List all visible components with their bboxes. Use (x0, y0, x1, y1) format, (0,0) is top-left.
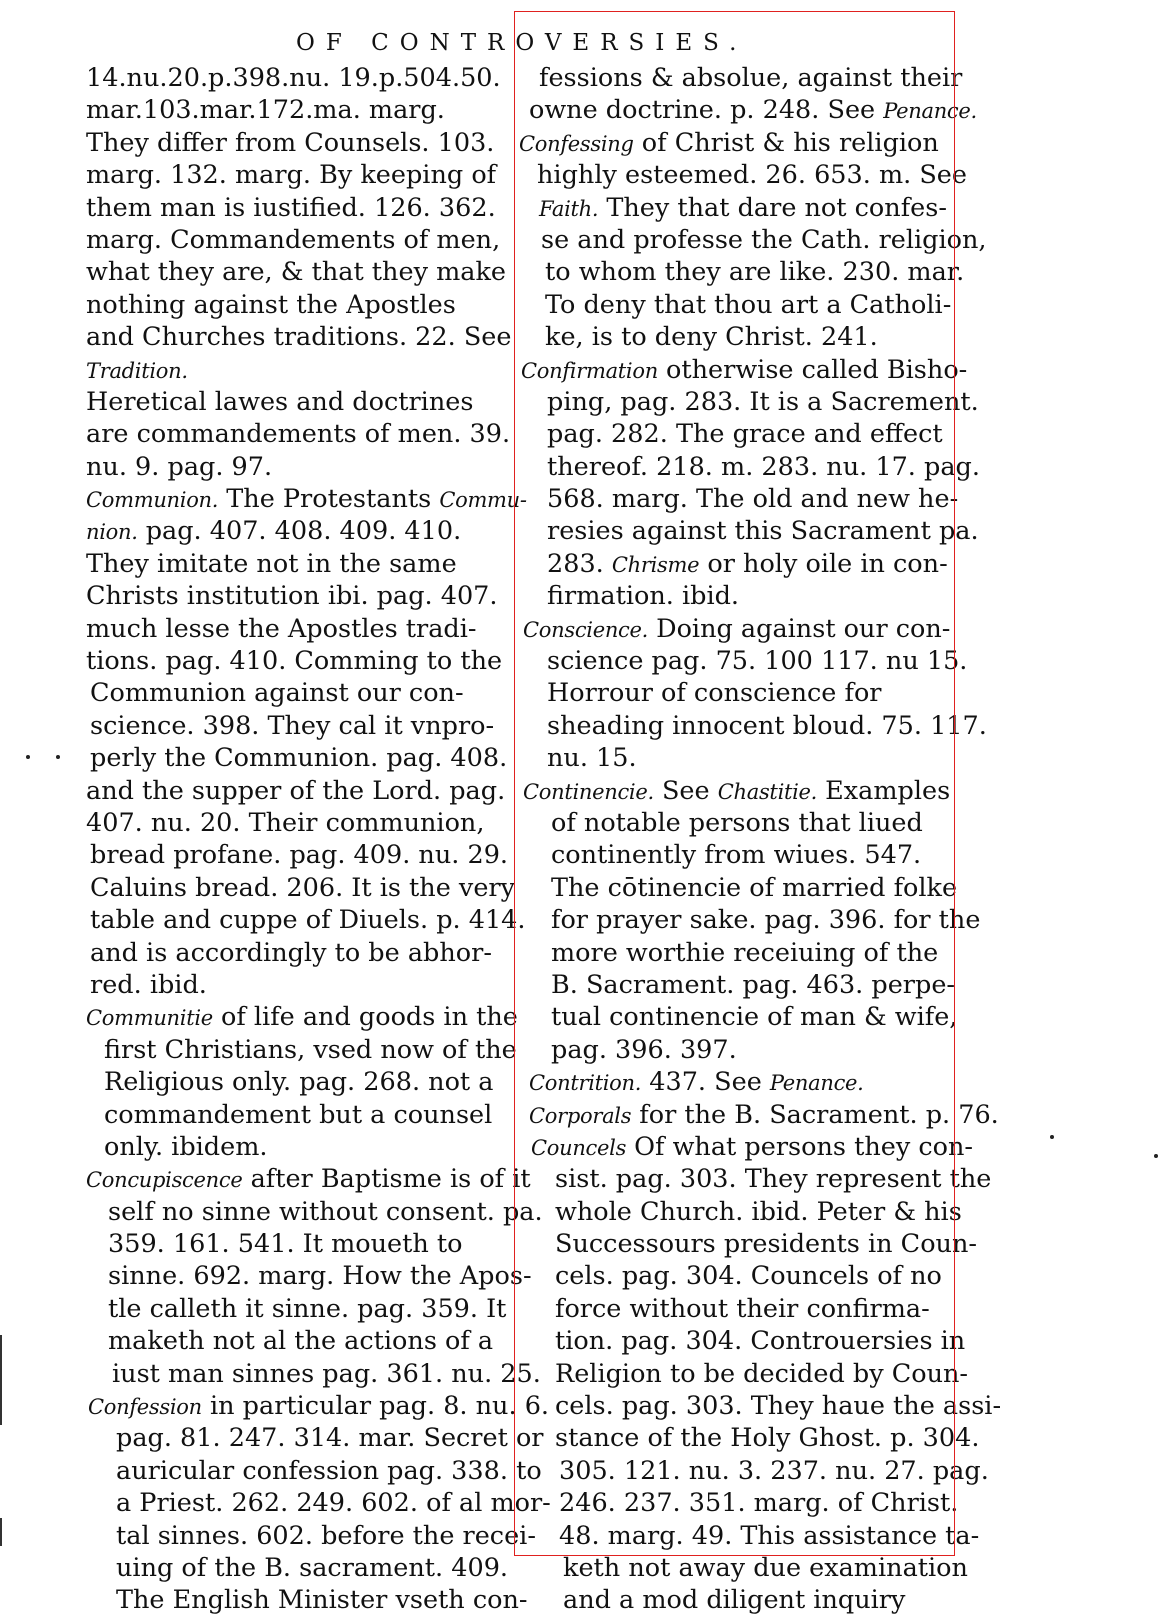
index-line (86, 418, 511, 450)
index-line (86, 1099, 500, 1131)
index-line (519, 62, 963, 94)
index-line (519, 872, 958, 904)
index-line (86, 904, 526, 936)
index-line (519, 192, 954, 224)
index-text: sist. pag. 303. They represent the (555, 1164, 992, 1195)
index-text: cels. pag. 303. They haue the assi- (555, 1391, 1002, 1422)
index-line (519, 613, 954, 645)
index-text: pag. 282. The grace and effect (547, 419, 943, 450)
index-line (86, 1196, 543, 1228)
index-line (86, 127, 500, 159)
index-text: 437. See (641, 1067, 770, 1098)
index-text: resies against this Sacrament pa. (547, 516, 979, 547)
index-line (86, 710, 500, 742)
index-line (519, 515, 979, 547)
index-headword: Confessing (519, 131, 634, 156)
index-headword: Conscience. (523, 617, 649, 642)
index-line (86, 1422, 544, 1454)
index-text: bread profane. pag. 409. nu. 29. (90, 840, 509, 871)
index-line (86, 451, 500, 483)
index-line (86, 224, 500, 256)
speck (56, 755, 60, 759)
index-text: sinne. 692. marg. How the Apos- (108, 1261, 532, 1292)
index-text: The English Minister vseth con- (116, 1585, 528, 1616)
index-line (519, 1455, 989, 1487)
index-column-left (86, 62, 551, 1617)
index-line (86, 256, 507, 288)
index-line (519, 1552, 968, 1584)
index-line (519, 127, 954, 159)
index-text: auricular confession pag. 338. to (116, 1455, 542, 1486)
index-line (519, 159, 967, 191)
index-text: nu. 15. (547, 743, 637, 774)
index-line (86, 321, 512, 353)
index-line (86, 1293, 507, 1325)
index-line (86, 1260, 532, 1292)
index-text: Examples (817, 775, 951, 806)
index-text: a Priest. 262. 249. 602. of al mor- (116, 1488, 551, 1519)
index-text: se and professe the Cath. religion, (541, 224, 987, 255)
index-text: highly esteemed. 26. 653. m. See (537, 160, 967, 191)
index-text: and a mod diligent inquiry (563, 1585, 906, 1616)
index-headword: Commu- (439, 488, 527, 513)
index-line (86, 1163, 531, 1195)
index-text: tal sinnes. 602. before the recei- (116, 1520, 536, 1551)
index-line (519, 1390, 1002, 1422)
index-headword: Confession (88, 1395, 202, 1420)
index-text: in particular pag. 8. nu. 6. (201, 1391, 550, 1422)
index-line (519, 1422, 980, 1454)
index-line (519, 321, 954, 353)
index-line (86, 969, 500, 1001)
index-line (519, 1099, 999, 1131)
index-line (519, 1358, 969, 1390)
index-text: commandement but a counsel (104, 1099, 493, 1130)
index-text: to whom they are like. 230. mar. (545, 257, 965, 288)
index-line (519, 1034, 954, 1066)
index-text: marg. 132. marg. By keeping of (86, 160, 497, 191)
index-headword: Chrisme (611, 552, 700, 577)
index-headword: Penance. (883, 99, 977, 124)
index-text: The Protestants (218, 484, 440, 515)
index-text: Religious only. pag. 268. not a (104, 1067, 494, 1098)
index-line (86, 94, 500, 126)
index-headword: Contrition. (529, 1071, 642, 1096)
index-line (86, 1487, 551, 1519)
index-text: science. 398. They cal it vnpro- (90, 710, 495, 741)
speck (1050, 1135, 1054, 1139)
index-line (86, 580, 500, 612)
index-headword: Faith. (539, 196, 599, 221)
index-line (519, 483, 959, 515)
index-headword: nion. (86, 520, 138, 545)
index-line (519, 1520, 980, 1552)
index-text: red. ibid. (90, 969, 207, 1000)
index-text: of notable persons that liued (551, 807, 923, 838)
index-text: They imitate not in the same (86, 548, 457, 579)
index-text: 283. (547, 548, 612, 579)
index-text: iust man sinnes pag. 361. nu. 25. (112, 1358, 541, 1389)
index-line (519, 224, 987, 256)
index-text: perly the Communion. pag. 408. (90, 743, 508, 774)
index-text: cels. pag. 304. Councels of no (555, 1261, 942, 1292)
index-text: and the supper of the Lord. pag. (86, 775, 506, 806)
index-line (519, 839, 954, 871)
index-line (86, 386, 500, 418)
index-text: self no sinne without consent. pa. (108, 1196, 543, 1227)
index-headword: Concupiscence (86, 1168, 243, 1193)
index-text: Successours presidents in Coun- (555, 1229, 978, 1260)
index-line (519, 1163, 992, 1195)
index-text: The cōtinencie of married folke (551, 872, 958, 903)
index-line (86, 807, 500, 839)
speck (1154, 1154, 1158, 1158)
index-line (86, 354, 500, 386)
index-text: science pag. 75. 100 117. nu 15. (547, 646, 968, 677)
index-headword: Tradition. (86, 358, 188, 383)
index-line (519, 580, 954, 612)
index-line (519, 969, 954, 1001)
index-text: To deny that thou art a Catholi- (545, 289, 952, 320)
index-line (86, 159, 500, 191)
index-line (86, 1228, 500, 1260)
index-text: Doing against our con- (648, 613, 951, 644)
index-text: Heretical lawes and doctrines (86, 386, 474, 417)
index-text: tions. pag. 410. Comming to the (86, 646, 503, 677)
index-line (519, 1325, 966, 1357)
speck (26, 755, 30, 759)
index-headword: Corporals (529, 1103, 632, 1128)
index-line (86, 1001, 518, 1033)
index-column-right (519, 62, 1002, 1617)
index-text: of life and goods in the (212, 1002, 518, 1033)
index-text: Christs institution ibi. pag. 407. (86, 581, 498, 612)
index-text: are commandements of men. 39. (86, 419, 511, 450)
index-text: ke, is to deny Christ. 241. (545, 322, 878, 353)
index-text: whole Church. ibid. Peter & his (555, 1196, 962, 1227)
speck (0, 1518, 2, 1546)
index-line (519, 1131, 974, 1163)
index-text: 568. marg. The old and new he- (547, 484, 959, 515)
index-text: maketh not al the actions of a (108, 1326, 494, 1357)
index-line (86, 1520, 536, 1552)
index-text: force without their confirma- (555, 1293, 930, 1324)
index-text: nu. 9. pag. 97. (86, 451, 273, 482)
index-line (86, 1455, 542, 1487)
index-line (86, 1325, 500, 1357)
index-line (519, 904, 981, 936)
index-line (519, 937, 954, 969)
index-text: pag. 81. 247. 314. mar. Secret or (116, 1423, 544, 1454)
index-text: See (653, 775, 718, 806)
index-text: for the B. Sacrament. p. 76. (631, 1099, 999, 1130)
index-text: 48. marg. 49. This assistance ta- (559, 1520, 980, 1551)
index-line (519, 742, 954, 774)
index-text: table and cuppe of Diuels. p. 414. (90, 905, 526, 936)
index-text: stance of the Holy Ghost. p. 304. (555, 1423, 980, 1454)
index-headword: Chastitie. (717, 779, 818, 804)
index-text: Communion against our con- (90, 678, 464, 709)
index-line (519, 354, 968, 386)
index-line (519, 1066, 954, 1098)
index-text: B. Sacrament. pag. 463. perpe- (551, 969, 956, 1000)
index-line (86, 1034, 517, 1066)
index-line (519, 289, 954, 321)
index-line (86, 775, 506, 807)
index-text: pag. 407. 408. 409. 410. (137, 516, 462, 547)
index-text: Horrour of conscience for (547, 678, 882, 709)
index-line (519, 1001, 958, 1033)
index-line (86, 289, 500, 321)
index-text: only. ibidem. (104, 1131, 268, 1162)
index-text: 407. nu. 20. Their communion, (86, 807, 485, 838)
index-line (86, 62, 500, 94)
index-text: Of what persons they con- (626, 1131, 974, 1162)
index-text: ping, pag. 283. It is a Sacrement. (547, 386, 979, 417)
index-line (519, 1260, 954, 1292)
index-line (519, 451, 980, 483)
index-text: and is accordingly to be abhor- (90, 937, 492, 968)
speck (0, 1335, 2, 1425)
index-text: 359. 161. 541. It moueth to (108, 1229, 463, 1260)
index-text: uing of the B. sacrament. 409. (116, 1552, 509, 1583)
index-text: tion. pag. 304. Controuersies in (555, 1326, 966, 1357)
index-headword: Councels (531, 1135, 627, 1160)
index-line (519, 1293, 954, 1325)
index-line (86, 515, 500, 547)
index-line (519, 775, 954, 807)
index-text: 246. 237. 351. marg. of Christ. (559, 1488, 959, 1519)
index-text: firmation. ibid. (547, 581, 740, 612)
index-text: sheading innocent bloud. 75. 117. (547, 710, 987, 741)
index-text: owne doctrine. p. 248. See (529, 95, 884, 126)
index-line (86, 937, 500, 969)
index-text: thereof. 218. m. 283. nu. 17. pag. (547, 451, 980, 482)
index-line (519, 677, 954, 709)
index-text: marg. Commandements of men, (86, 224, 501, 255)
index-text: them man is iustified. 126. 362. (86, 192, 496, 223)
index-text: what they are, & that they make (86, 257, 507, 288)
index-text: after Baptisme is of it (242, 1164, 531, 1195)
index-line (86, 1552, 509, 1584)
index-line (86, 192, 500, 224)
index-text: more worthie receiuing of the (551, 937, 939, 968)
index-line (86, 677, 500, 709)
index-text: or holy oile in con- (699, 548, 948, 579)
index-line (86, 1390, 550, 1422)
index-text: Religion to be decided by Coun- (555, 1358, 969, 1389)
index-text: They differ from Counsels. 103. (86, 127, 495, 158)
index-line (519, 548, 954, 580)
index-line (519, 1584, 954, 1616)
index-text: and Churches traditions. 22. See (86, 322, 512, 353)
index-text: keth not away due examination (563, 1552, 968, 1583)
index-line (519, 1196, 962, 1228)
index-text: 14.nu.20.p.398.nu. 19.p.504.50. (86, 63, 501, 93)
index-headword: Penance. (769, 1071, 864, 1096)
index-line (86, 1066, 500, 1098)
index-line (86, 645, 503, 677)
index-headword: Continencie. (523, 779, 654, 804)
index-line (519, 807, 954, 839)
index-text: tle calleth it sinne. pag. 359. It (108, 1293, 507, 1324)
index-text: mar.103.mar.172.ma. marg. (86, 95, 445, 126)
index-line (86, 1584, 528, 1616)
index-text: first Christians, vsed now of the (104, 1034, 517, 1065)
index-headword: Confirmation (521, 358, 658, 383)
index-text: Caluins bread. 206. It is the very (90, 872, 516, 903)
index-line (519, 1487, 959, 1519)
index-line (86, 1358, 541, 1390)
index-line (519, 94, 977, 126)
index-text: otherwise called Bisho- (657, 354, 968, 385)
index-line (86, 613, 500, 645)
index-line (86, 742, 508, 774)
index-line (519, 1228, 978, 1260)
index-headword: Communitie (86, 1006, 213, 1031)
index-text: much lesse the Apostles tradi- (86, 613, 477, 644)
index-line (519, 256, 965, 288)
index-line (86, 1131, 500, 1163)
index-text: pag. 396. 397. (551, 1034, 737, 1065)
index-line (519, 418, 954, 450)
index-line (86, 839, 509, 871)
index-text: fessions & absolue, against their (539, 63, 963, 93)
index-text: continently from wiues. 547. (551, 840, 922, 871)
running-head: OF CONTROVERSIES. (296, 30, 748, 56)
index-text: tual continencie of man & wife, (551, 1002, 958, 1033)
index-text: 305. 121. nu. 3. 237. nu. 27. pag. (559, 1455, 989, 1486)
index-text: They that dare not confes- (598, 192, 947, 223)
index-headword: Communion. (86, 488, 219, 513)
index-line (519, 710, 987, 742)
index-line (86, 548, 500, 580)
index-line (86, 872, 516, 904)
index-line (519, 386, 979, 418)
index-line (86, 483, 527, 515)
index-text: nothing against the Apostles (86, 289, 456, 320)
index-text: of Christ & his religion (633, 127, 939, 158)
index-text: for prayer sake. pag. 396. for the (551, 905, 981, 936)
index-line (519, 645, 968, 677)
